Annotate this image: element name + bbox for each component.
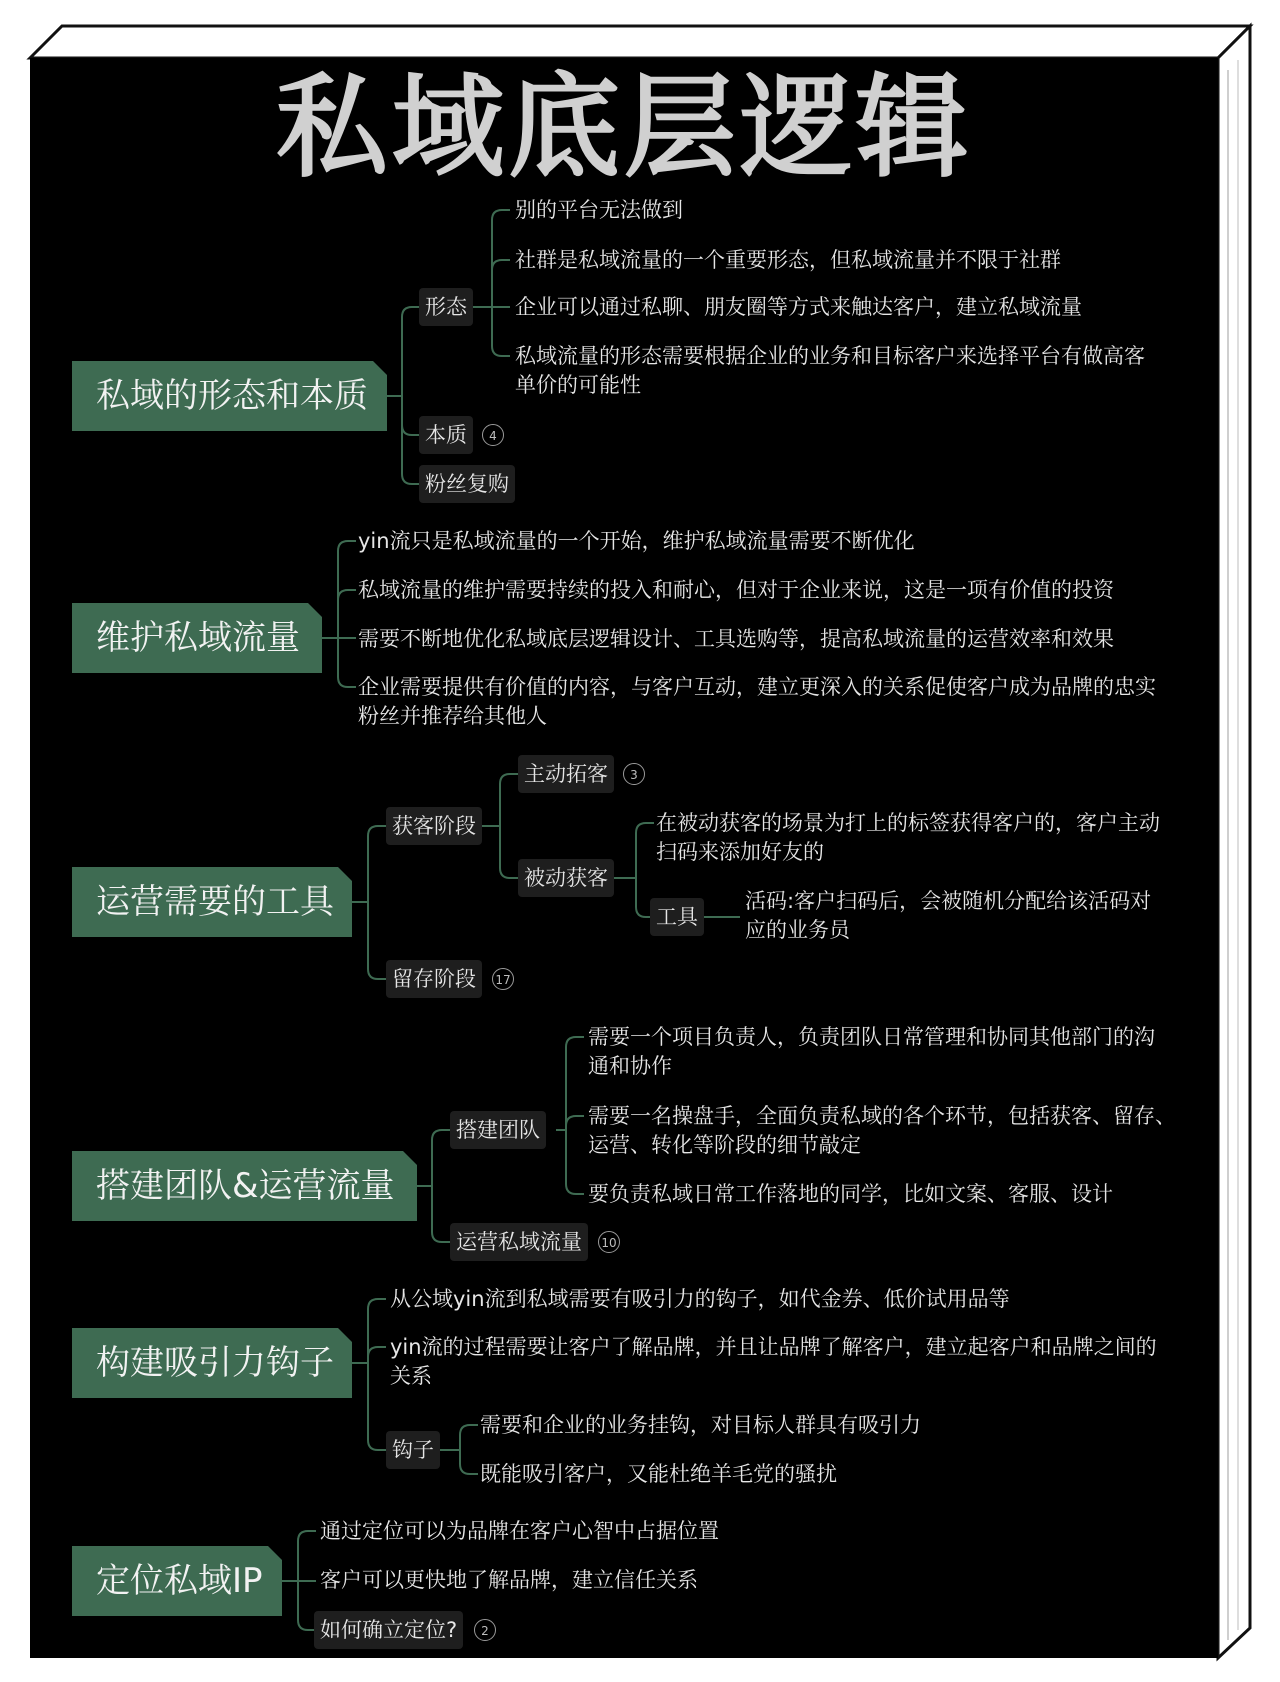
leaf-text: 活码:客户扫码后，会被随机分配给该活码对 xyxy=(745,889,1152,913)
leaf-text: 需要一名操盘手，全面负责私域的各个环节，包括获客、留存、 xyxy=(588,1104,1176,1128)
node-build-team[interactable]: 搭建团队&运营流量 xyxy=(72,1151,417,1221)
connector-line xyxy=(566,1130,584,1194)
leaf-text: 社群是私域流量的一个重要形态，但私域流量并不限于社群 xyxy=(515,248,1061,272)
leaf-text: 粉丝并推荐给其他人 xyxy=(358,704,547,728)
leaf-text: yin流的过程需要让客户了解品牌，并且让品牌了解客户，建立起客户和品牌之间的 xyxy=(390,1335,1157,1359)
connector-line xyxy=(492,260,510,307)
leaf-text: 通和协作 xyxy=(588,1054,672,1078)
connector-line xyxy=(432,1130,450,1186)
collapsed-count-badge[interactable]: 2 xyxy=(474,1619,496,1641)
leaf-text: 需要不断地优化私域底层逻辑设计、工具选购等，提高私域流量的运营效率和效果 xyxy=(358,627,1114,651)
connector-line xyxy=(460,1450,478,1474)
collapsed-count-badge[interactable]: 10 xyxy=(598,1231,620,1253)
connector-line xyxy=(402,396,420,484)
node-private-domain-form[interactable]: 私域的形态和本质 xyxy=(72,361,387,431)
node-positioning-ip[interactable]: 定位私域IP xyxy=(72,1546,282,1616)
node-fan-repurchase[interactable]: 粉丝复购 xyxy=(419,465,515,503)
leaf-text: 关系 xyxy=(390,1364,432,1388)
connector-line xyxy=(402,396,420,435)
node-maintain-traffic[interactable]: 维护私域流量 xyxy=(72,603,322,673)
connector-line xyxy=(500,774,518,826)
leaf-text: 扫码来添加好友的 xyxy=(656,840,824,864)
node-how-to-position[interactable]: 如何确立定位? xyxy=(314,1611,463,1649)
node-form[interactable]: 形态 xyxy=(419,288,473,326)
connector-line xyxy=(432,1186,450,1242)
leaf-text: 需要和企业的业务挂钩，对目标人群具有吸引力 xyxy=(480,1413,921,1437)
connector-line xyxy=(636,823,654,878)
node-retention-stage[interactable]: 留存阶段 xyxy=(386,960,482,998)
leaf-text: 通过定位可以为品牌在客户心智中占据位置 xyxy=(320,1519,719,1543)
node-operate-traffic[interactable]: 运营私域流量 xyxy=(450,1223,588,1261)
connector-line xyxy=(368,826,386,902)
node-active-acquisition[interactable]: 主动拓客 xyxy=(518,755,614,793)
connector-line xyxy=(500,826,518,878)
connector-line xyxy=(368,902,386,979)
leaf-text: 既能吸引客户，又能杜绝羊毛党的骚扰 xyxy=(480,1462,837,1486)
collapsed-count-badge[interactable]: 3 xyxy=(623,763,645,785)
node-hook[interactable]: 钩子 xyxy=(386,1431,440,1469)
connector-line xyxy=(460,1425,478,1450)
node-tool[interactable]: 工具 xyxy=(650,898,704,936)
node-operation-tools[interactable]: 运营需要的工具 xyxy=(72,867,352,937)
page-title: 私域底层逻辑 xyxy=(276,63,972,193)
connector-line xyxy=(492,210,510,307)
node-team-setup[interactable]: 搭建团队 xyxy=(450,1111,546,1149)
leaf-text: 从公域yin流到私域需要有吸引力的钩子，如代金券、低价试用品等 xyxy=(390,1287,1010,1311)
leaf-text: 企业可以通过私聊、朋友圈等方式来触达客户，建立私域流量 xyxy=(515,295,1082,319)
leaf-text: 私域流量的形态需要根据企业的业务和目标客户来选择平台有做高客 xyxy=(515,344,1145,368)
leaf-text: 需要一个项目负责人，负责团队日常管理和协同其他部门的沟 xyxy=(588,1025,1155,1049)
leaf-text: 别的平台无法做到 xyxy=(515,198,683,222)
connector-line xyxy=(338,590,356,638)
leaf-text: 私域流量的维护需要持续的投入和耐心，但对于企业来说，这是一项有价值的投资 xyxy=(358,578,1114,602)
leaf-text: 应的业务员 xyxy=(745,918,850,942)
collapsed-count-badge[interactable]: 17 xyxy=(492,968,514,990)
connector-line xyxy=(566,1116,584,1130)
leaf-text: 要负责私域日常工作落地的同学，比如文案、客服、设计 xyxy=(588,1182,1113,1206)
leaf-text: yin流只是私域流量的一个开始，维护私域流量需要不断优化 xyxy=(358,529,915,553)
node-passive-acquisition[interactable]: 被动获客 xyxy=(518,859,614,897)
node-acquisition-stage[interactable]: 获客阶段 xyxy=(386,807,482,845)
connector-line xyxy=(298,1531,316,1581)
connector-line xyxy=(368,1299,386,1363)
connector-line xyxy=(402,307,420,396)
leaf-text: 单价的可能性 xyxy=(515,373,641,397)
connector-line xyxy=(338,638,356,687)
leaf-text: 运营、转化等阶段的细节敲定 xyxy=(588,1133,861,1157)
node-attraction-hook[interactable]: 构建吸引力钩子 xyxy=(72,1328,352,1398)
connector-line xyxy=(368,1347,386,1363)
connector-line xyxy=(368,1363,386,1450)
leaf-text: 企业需要提供有价值的内容，与客户互动，建立更深入的关系促使客户成为品牌的忠实 xyxy=(358,675,1156,699)
connector-line xyxy=(492,307,510,356)
collapsed-count-badge[interactable]: 4 xyxy=(482,424,504,446)
leaf-text: 客户可以更快地了解品牌，建立信任关系 xyxy=(320,1568,698,1592)
node-essence[interactable]: 本质 xyxy=(419,416,473,454)
leaf-text: 在被动获客的场景为打上的标签获得客户的，客户主动 xyxy=(656,811,1160,835)
